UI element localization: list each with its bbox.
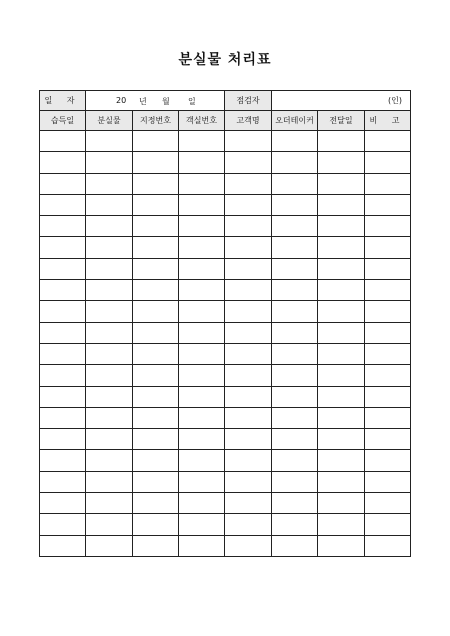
table-cell[interactable] — [133, 258, 179, 279]
table-cell[interactable] — [272, 450, 318, 471]
table-cell[interactable] — [86, 280, 133, 301]
column-header-row — [40, 111, 411, 131]
table-cell[interactable] — [272, 280, 318, 301]
table-cell[interactable] — [272, 386, 318, 407]
col-header-remarks: 비 고 — [365, 111, 411, 131]
table-cell[interactable] — [86, 535, 133, 556]
col-header-customer-name: 고객명 — [225, 111, 272, 131]
table-cell[interactable] — [272, 258, 318, 279]
table-cell[interactable] — [86, 194, 133, 215]
table-cell[interactable] — [318, 258, 365, 279]
table-cell[interactable] — [272, 301, 318, 322]
table-cell[interactable] — [40, 216, 86, 237]
table-cell[interactable] — [179, 173, 225, 194]
table-row — [40, 280, 411, 301]
table-cell[interactable] — [40, 429, 86, 450]
table-cell[interactable] — [225, 301, 272, 322]
table-cell[interactable] — [40, 407, 86, 428]
table-cell[interactable] — [365, 535, 411, 556]
table-cell[interactable] — [225, 237, 272, 258]
table-cell[interactable] — [318, 173, 365, 194]
table-cell[interactable] — [86, 322, 133, 343]
table-cell[interactable] — [133, 514, 179, 535]
table-cell[interactable] — [318, 535, 365, 556]
table-row — [40, 131, 411, 152]
table-cell[interactable] — [133, 343, 179, 364]
table-cell[interactable] — [318, 237, 365, 258]
date-label: 일 자 — [40, 91, 86, 111]
table-cell[interactable] — [225, 450, 272, 471]
table-cell[interactable] — [86, 131, 133, 152]
table-cell[interactable] — [40, 450, 86, 471]
table-cell[interactable] — [133, 237, 179, 258]
col-header-lost-item: 분실물 — [86, 111, 133, 131]
table-cell[interactable] — [86, 386, 133, 407]
table-cell[interactable] — [272, 471, 318, 492]
table-cell[interactable] — [318, 429, 365, 450]
table-cell[interactable] — [365, 365, 411, 386]
table-cell[interactable] — [40, 365, 86, 386]
table-cell[interactable] — [133, 216, 179, 237]
table-cell[interactable] — [272, 173, 318, 194]
table-row — [40, 152, 411, 173]
table-cell[interactable] — [133, 450, 179, 471]
table-cell[interactable] — [318, 152, 365, 173]
table-cell[interactable] — [225, 131, 272, 152]
table-cell[interactable] — [318, 216, 365, 237]
date-year-prefix: 20 — [116, 96, 127, 105]
date-field[interactable] — [86, 91, 225, 111]
table-cell[interactable] — [86, 258, 133, 279]
col-header-room-number: 객실번호 — [179, 111, 225, 131]
table-cell[interactable] — [365, 343, 411, 364]
table-cell[interactable] — [179, 514, 225, 535]
table-cell[interactable] — [179, 237, 225, 258]
table-cell[interactable] — [40, 280, 86, 301]
table-row — [40, 301, 411, 322]
table-cell[interactable] — [40, 471, 86, 492]
table-cell[interactable] — [40, 535, 86, 556]
lost-item-table — [39, 90, 411, 557]
table-cell[interactable] — [133, 173, 179, 194]
table-cell[interactable] — [365, 152, 411, 173]
table-cell[interactable] — [272, 194, 318, 215]
table-cell[interactable] — [179, 450, 225, 471]
table-cell[interactable] — [225, 535, 272, 556]
table-cell[interactable] — [133, 493, 179, 514]
table-cell[interactable] — [272, 493, 318, 514]
table-row — [40, 237, 411, 258]
table-cell[interactable] — [86, 237, 133, 258]
table-cell[interactable] — [225, 152, 272, 173]
table-cell[interactable] — [365, 280, 411, 301]
table-row — [40, 429, 411, 450]
table-cell[interactable] — [86, 301, 133, 322]
table-cell[interactable] — [225, 386, 272, 407]
table-row — [40, 471, 411, 492]
table-cell[interactable] — [272, 365, 318, 386]
table-cell[interactable] — [225, 280, 272, 301]
table-cell[interactable] — [40, 258, 86, 279]
table-cell[interactable] — [318, 322, 365, 343]
table-cell[interactable] — [365, 493, 411, 514]
table-cell[interactable] — [133, 407, 179, 428]
table-row — [40, 450, 411, 471]
table-cell[interactable] — [225, 407, 272, 428]
table-cell[interactable] — [40, 152, 86, 173]
table-cell[interactable] — [179, 386, 225, 407]
table-cell[interactable] — [365, 322, 411, 343]
table-cell[interactable] — [133, 131, 179, 152]
table-cell[interactable] — [40, 386, 86, 407]
table-cell[interactable] — [179, 407, 225, 428]
table-cell[interactable] — [179, 493, 225, 514]
table-cell[interactable] — [272, 429, 318, 450]
col-header-order-taker: 오더테이커 — [272, 111, 318, 131]
date-year-unit: 년 — [139, 97, 147, 106]
table-cell[interactable] — [365, 131, 411, 152]
table-cell[interactable] — [365, 407, 411, 428]
table-cell[interactable] — [133, 535, 179, 556]
table-cell[interactable] — [225, 514, 272, 535]
table-cell[interactable] — [86, 471, 133, 492]
table-cell[interactable] — [365, 514, 411, 535]
table-row — [40, 194, 411, 215]
table-row — [40, 514, 411, 535]
table-cell[interactable] — [133, 471, 179, 492]
table-cell[interactable] — [179, 365, 225, 386]
table-cell[interactable] — [318, 471, 365, 492]
table-cell[interactable] — [225, 429, 272, 450]
table-cell[interactable] — [40, 173, 86, 194]
table-cell[interactable] — [40, 194, 86, 215]
table-cell[interactable] — [318, 450, 365, 471]
table-cell[interactable] — [365, 194, 411, 215]
date-month-unit: 월 — [162, 97, 170, 106]
table-row — [40, 258, 411, 279]
table-cell[interactable] — [86, 216, 133, 237]
table-cell[interactable] — [179, 216, 225, 237]
table-cell[interactable] — [225, 493, 272, 514]
table-cell[interactable] — [133, 194, 179, 215]
table-cell[interactable] — [225, 365, 272, 386]
table-cell[interactable] — [179, 471, 225, 492]
table-cell[interactable] — [40, 343, 86, 364]
table-cell[interactable] — [318, 386, 365, 407]
table-row — [40, 535, 411, 556]
table-cell[interactable] — [272, 237, 318, 258]
table-cell[interactable] — [86, 450, 133, 471]
table-cell[interactable] — [86, 343, 133, 364]
header-info-row — [40, 91, 411, 111]
table-cell[interactable] — [272, 514, 318, 535]
table-cell[interactable] — [365, 301, 411, 322]
inspector-seal-field[interactable]: (인) — [272, 91, 411, 111]
table-cell[interactable] — [179, 535, 225, 556]
table-cell[interactable] — [318, 514, 365, 535]
table-cell[interactable] — [225, 343, 272, 364]
table-cell[interactable] — [133, 152, 179, 173]
table-cell[interactable] — [272, 216, 318, 237]
table-cell[interactable] — [179, 131, 225, 152]
table-cell[interactable] — [40, 237, 86, 258]
table-cell[interactable] — [272, 322, 318, 343]
table-cell[interactable] — [179, 429, 225, 450]
table-cell[interactable] — [272, 131, 318, 152]
table-cell[interactable] — [40, 131, 86, 152]
table-cell[interactable] — [225, 471, 272, 492]
table-row — [40, 216, 411, 237]
table-cell[interactable] — [318, 131, 365, 152]
table-cell[interactable] — [179, 152, 225, 173]
table-row — [40, 365, 411, 386]
table-cell[interactable] — [40, 493, 86, 514]
table-cell[interactable] — [179, 258, 225, 279]
table-row — [40, 493, 411, 514]
table-cell[interactable] — [225, 216, 272, 237]
table-cell[interactable] — [133, 429, 179, 450]
col-header-acquired-date: 습득일 — [40, 111, 86, 131]
table-cell[interactable] — [318, 280, 365, 301]
table-cell[interactable] — [86, 152, 133, 173]
col-header-designated-number: 지정번호 — [133, 111, 179, 131]
table-row — [40, 386, 411, 407]
table-cell[interactable] — [133, 301, 179, 322]
table-cell[interactable] — [179, 343, 225, 364]
table-cell[interactable] — [86, 429, 133, 450]
date-day-unit: 일 — [188, 97, 196, 106]
table-cell[interactable] — [365, 258, 411, 279]
table-cell[interactable] — [365, 216, 411, 237]
col-header-delivery-date: 전달일 — [318, 111, 365, 131]
table-cell[interactable] — [179, 322, 225, 343]
table-cell[interactable] — [86, 407, 133, 428]
table-cell[interactable] — [133, 386, 179, 407]
table-cell[interactable] — [318, 301, 365, 322]
table-cell[interactable] — [365, 450, 411, 471]
table-cell[interactable] — [179, 301, 225, 322]
table-cell[interactable] — [365, 429, 411, 450]
document-title: 분실물 처리표 — [178, 52, 272, 68]
table-cell[interactable] — [272, 152, 318, 173]
table-body — [40, 131, 411, 557]
table-cell[interactable] — [86, 514, 133, 535]
table-row — [40, 407, 411, 428]
table-cell[interactable] — [86, 173, 133, 194]
table-cell[interactable] — [133, 322, 179, 343]
table-cell[interactable] — [225, 173, 272, 194]
table-cell[interactable] — [318, 493, 365, 514]
table-row — [40, 343, 411, 364]
table-cell[interactable] — [365, 173, 411, 194]
table-cell[interactable] — [225, 322, 272, 343]
table-cell[interactable] — [40, 514, 86, 535]
table-cell[interactable] — [40, 322, 86, 343]
table-row — [40, 173, 411, 194]
table-cell[interactable] — [225, 258, 272, 279]
table-cell[interactable] — [365, 237, 411, 258]
table-cell[interactable] — [179, 280, 225, 301]
table-cell[interactable] — [318, 343, 365, 364]
table-cell[interactable] — [365, 386, 411, 407]
table-cell[interactable] — [225, 194, 272, 215]
table-cell[interactable] — [318, 407, 365, 428]
table-cell[interactable] — [365, 471, 411, 492]
table-cell[interactable] — [272, 407, 318, 428]
table-cell[interactable] — [40, 301, 86, 322]
table-cell[interactable] — [318, 194, 365, 215]
table-row — [40, 322, 411, 343]
table-cell[interactable] — [86, 493, 133, 514]
table-cell[interactable] — [133, 280, 179, 301]
table-cell[interactable] — [318, 365, 365, 386]
table-cell[interactable] — [86, 365, 133, 386]
table-cell[interactable] — [272, 535, 318, 556]
table-cell[interactable] — [272, 343, 318, 364]
table-cell[interactable] — [179, 194, 225, 215]
inspector-label: 점검자 — [225, 91, 272, 111]
table-cell[interactable] — [133, 365, 179, 386]
